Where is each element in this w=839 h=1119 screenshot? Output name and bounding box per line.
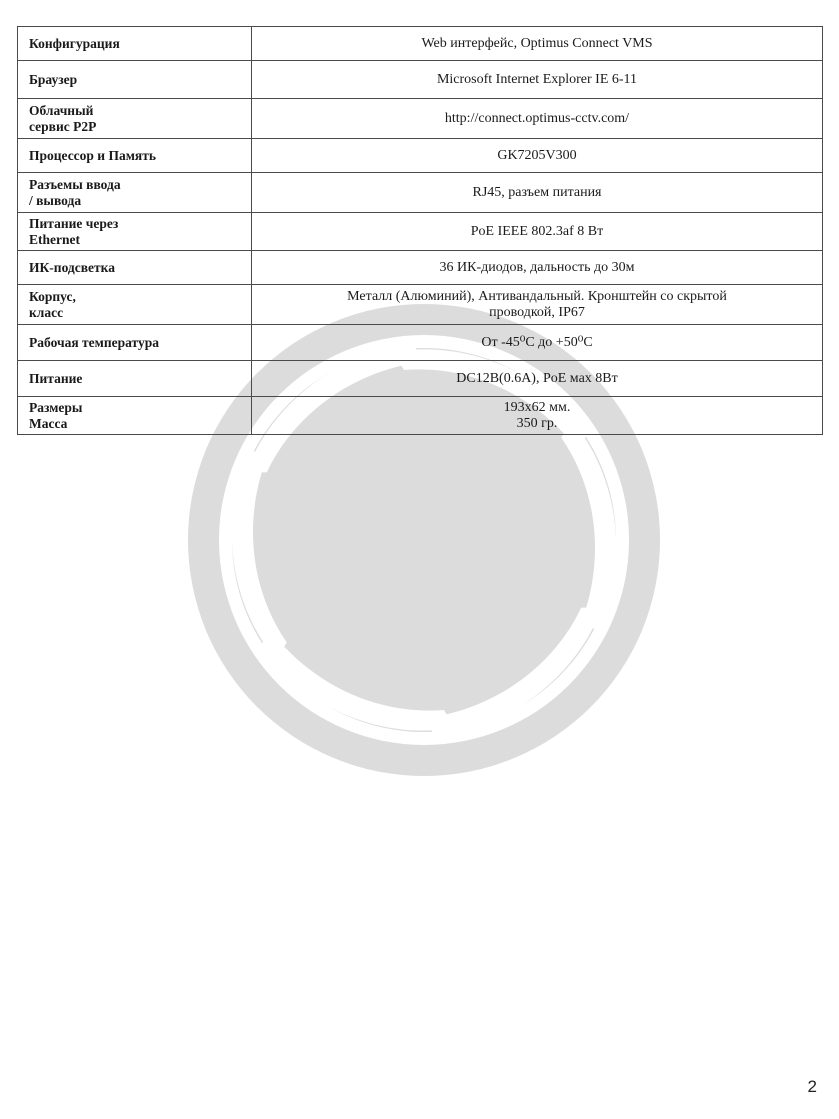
spec-value: Web интерфейс, Optimus Connect VMS	[252, 27, 823, 61]
spec-value: 193х62 мм. 350 гр.	[252, 397, 823, 435]
spec-label: Облачный сервис P2P	[18, 99, 252, 139]
table-row	[18, 99, 823, 139]
table-row	[18, 285, 823, 325]
spec-value: От -45⁰С до +50⁰С	[252, 325, 823, 361]
spec-label: Корпус, класс	[18, 285, 252, 325]
spec-label: Процессор и Память	[18, 139, 252, 173]
table-row	[18, 139, 823, 173]
table-row	[18, 361, 823, 397]
spec-value: http://connect.optimus-cctv.com/	[252, 99, 823, 139]
spec-value: DC12В(0.6А), PoE мах 8Вт	[252, 361, 823, 397]
spec-value: Microsoft Internet Explorer IE 6-11	[252, 61, 823, 99]
spec-value: GK7205V300	[252, 139, 823, 173]
page-number: 2	[807, 1077, 817, 1096]
table-row	[18, 213, 823, 251]
spec-value: Металл (Алюминий), Антивандальный. Кронштейн со скрытой проводкой, IP67	[252, 285, 823, 325]
spec-label: Разъемы ввода / вывода	[18, 173, 252, 213]
table-row	[18, 397, 823, 435]
spec-value: PoE IEEE 802.3af 8 Вт	[252, 213, 823, 251]
spec-label: ИК-подсветка	[18, 251, 252, 285]
table-row	[18, 61, 823, 99]
spec-value: RJ45, разъем питания	[252, 173, 823, 213]
spec-label: Конфигурация	[18, 27, 252, 61]
table-row	[18, 27, 823, 61]
spec-label: Размеры Масса	[18, 397, 252, 435]
table-row	[18, 251, 823, 285]
table-row	[18, 325, 823, 361]
spec-value: 36 ИК-диодов, дальность до 30м	[252, 251, 823, 285]
spec-label: Питание	[18, 361, 252, 397]
spec-label: Питание через Ethernet	[18, 213, 252, 251]
spec-label: Браузер	[18, 61, 252, 99]
spec-label: Рабочая температура	[18, 325, 252, 361]
table-row	[18, 173, 823, 213]
specifications-table	[17, 26, 823, 435]
